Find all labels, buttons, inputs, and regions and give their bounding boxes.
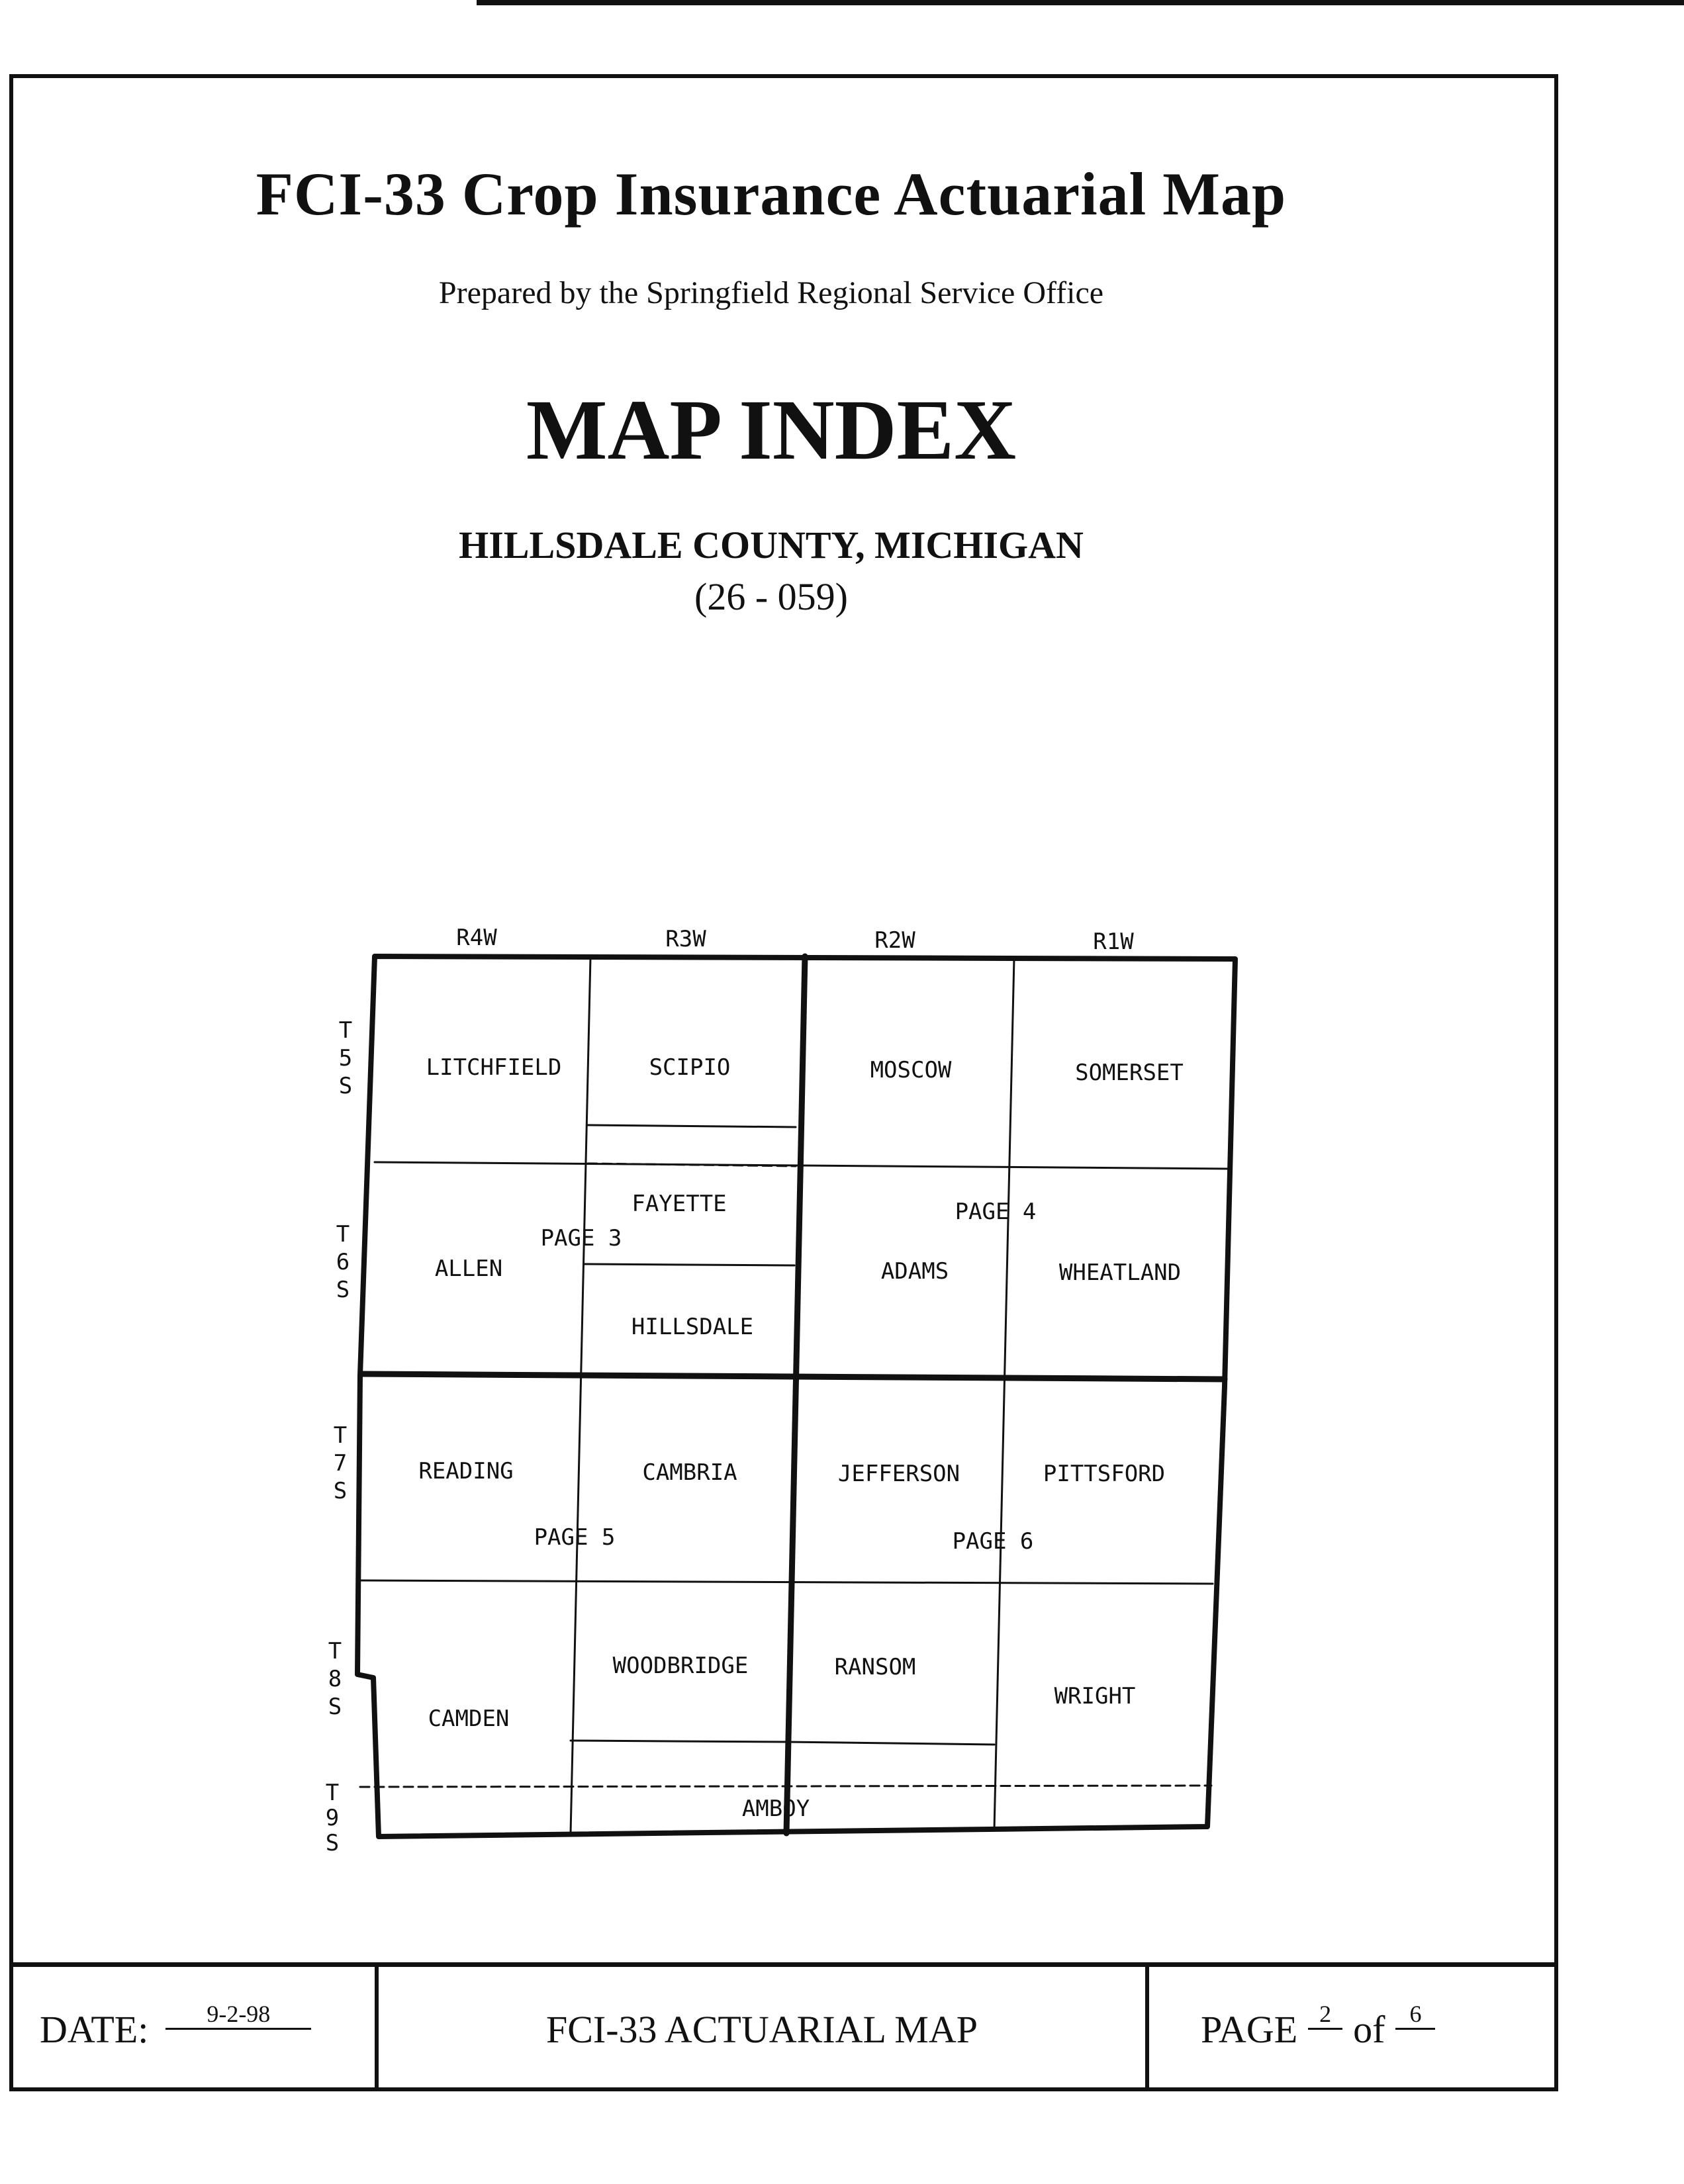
township-label-t6s-t: T	[336, 1221, 350, 1248]
map-index-heading: MAP INDEX	[526, 383, 1017, 478]
township-label-t7s-t: T	[333, 1422, 348, 1449]
date-value: 9-2-98	[165, 2000, 311, 2030]
range-label-r3w: R3W	[665, 926, 706, 952]
town-wheatland: WHEATLAND	[1058, 1259, 1182, 1286]
township-label-t9s-s: S	[325, 1830, 340, 1856]
township-label-t7s-n: 7	[333, 1450, 348, 1477]
town-cambria: CAMBRIA	[642, 1459, 737, 1486]
footer-date-cell	[40, 1967, 371, 2091]
township-label-t5s-n: 5	[338, 1045, 353, 1071]
town-scipio: SCIPIO	[649, 1054, 731, 1081]
page-title: FCI-33 Crop Insurance Actuarial Map	[256, 160, 1287, 228]
township-label-t8s-s: S	[328, 1694, 342, 1720]
map-page-label-4: PAGE 4	[955, 1199, 1037, 1225]
footer-page-current: 2	[1308, 2000, 1342, 2030]
town-pittsford: PITTSFORD	[1043, 1461, 1166, 1487]
town-wright: WRIGHT	[1054, 1683, 1136, 1709]
footer-map-title: FCI-33 ACTUARIAL MAP	[545, 2007, 978, 2051]
township-label-t7s-s: S	[333, 1478, 348, 1504]
range-line	[571, 958, 590, 1833]
range-label-r1w: R1W	[1093, 929, 1134, 955]
town-litchfield: LITCHFIELD	[426, 1054, 562, 1081]
range-label-r2w: R2W	[874, 927, 915, 954]
town-ransom: RANSOM	[834, 1654, 916, 1680]
date-label: DATE:	[40, 2007, 149, 2051]
town-reading: READING	[418, 1458, 514, 1484]
town-hillsdale: HILLSDALE	[631, 1314, 754, 1340]
ransom-south-line	[786, 1742, 994, 1745]
range-label-r4w: R4W	[456, 925, 497, 951]
footer-page-cell	[1201, 1967, 1545, 2091]
town-allen: ALLEN	[434, 1255, 503, 1282]
footer-of-label: of	[1353, 2007, 1385, 2051]
township-label-t5s-t: T	[338, 1017, 353, 1044]
town-amboy: AMBOY	[741, 1796, 810, 1822]
town-adams: ADAMS	[880, 1258, 949, 1285]
footer-separator-right	[1145, 1967, 1149, 2091]
township-line	[360, 1580, 1213, 1584]
page-divider-horizontal	[361, 1374, 1225, 1379]
township-label-t8s-n: 8	[328, 1666, 342, 1692]
range-line	[994, 958, 1014, 1830]
footer-page-total: 6	[1395, 2000, 1435, 2030]
township-label-t9s-t: T	[325, 1780, 340, 1806]
county-code: (26 - 059)	[694, 575, 848, 618]
fayette-north-line	[588, 1125, 796, 1127]
township-label-t9s-n: 9	[325, 1805, 340, 1831]
town-somerset: SOMERSET	[1075, 1060, 1184, 1086]
township-label-t5s-s: S	[338, 1073, 353, 1099]
township-label-t8s-t: T	[328, 1638, 342, 1664]
map-page-label-5: PAGE 5	[534, 1524, 616, 1551]
footer-divider	[9, 1962, 1558, 1967]
dashed-t5-t6-line	[588, 1163, 796, 1166]
township-label-t6s-n: 6	[336, 1249, 350, 1275]
footer-page-label: PAGE	[1201, 2007, 1298, 2051]
township-label-t6s-s: S	[336, 1277, 350, 1303]
county-name: HILLSDALE COUNTY, MICHIGAN	[459, 523, 1084, 567]
town-moscow: MOSCOW	[870, 1057, 952, 1083]
page-divider-vertical	[786, 956, 805, 1833]
page-subtitle: Prepared by the Springfield Regional Service Office	[438, 275, 1104, 310]
dashed-t8-t9-line	[360, 1786, 1211, 1787]
footer-center-cell	[379, 1967, 1145, 2091]
fayette-south-line	[584, 1264, 794, 1265]
town-woodbridge: WOODBRIDGE	[612, 1653, 749, 1679]
town-fayette: FAYETTE	[632, 1191, 727, 1217]
woodbridge-south-line	[571, 1741, 786, 1742]
town-camden: CAMDEN	[428, 1706, 510, 1732]
town-jefferson: JEFFERSON	[837, 1461, 960, 1487]
map-page-label-6: PAGE 6	[952, 1528, 1034, 1555]
map-page-label-3: PAGE 3	[540, 1225, 622, 1251]
